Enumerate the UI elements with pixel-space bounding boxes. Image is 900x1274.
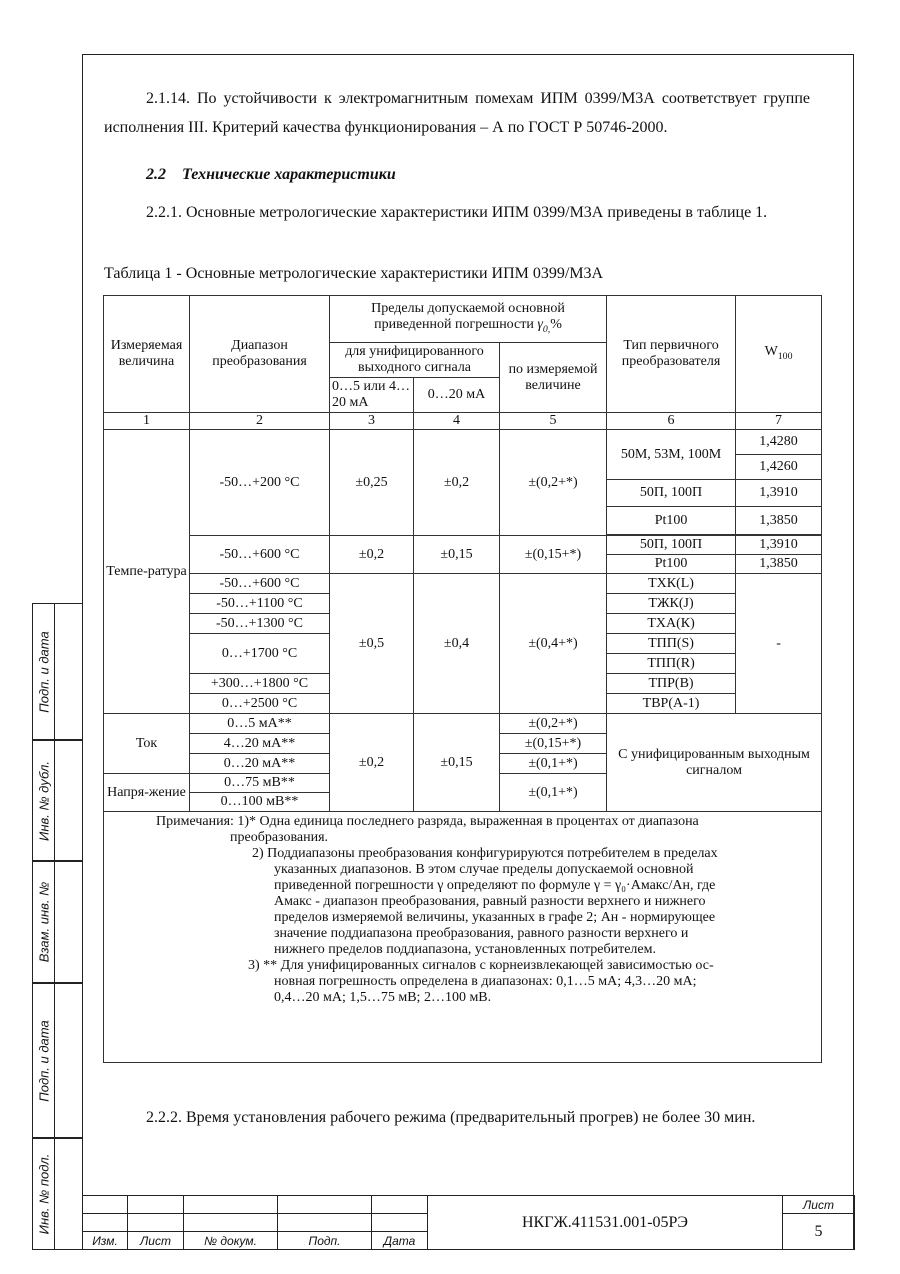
header-0-5: 0…5 или 4…20 мА <box>330 378 414 413</box>
quantity-temperature: Темпе-ратура <box>104 430 190 714</box>
metrology-table <box>103 295 822 1063</box>
side-cell-dup-inv <box>32 740 82 861</box>
header-quantity: Измеряемая величина <box>104 296 190 413</box>
sheet-label: Лист <box>783 1196 855 1214</box>
table-row: -50…+1100 °C ТЖК(J) <box>104 594 822 614</box>
quantity-current: Ток <box>104 714 190 774</box>
title-block <box>82 1195 855 1250</box>
stamp-col-sheet: Лист <box>128 1232 184 1250</box>
quantity-voltage: Напря-жение <box>104 774 190 812</box>
table-caption: Таблица 1 - Основные метрологические характеристики ИПМ 0399/М3А <box>104 265 604 282</box>
side-label: Инв. № подл. <box>36 1153 51 1235</box>
side-cell-sign-date-1 <box>32 603 82 740</box>
table-row: 0…100 мВ** <box>104 793 822 812</box>
stamp-col-doc: № докум. <box>184 1232 278 1250</box>
table-row: 0…20 мА** ±(0,1+*) <box>104 754 822 774</box>
table-row: 1,4260 <box>104 455 822 480</box>
stamp-col-sign: Подп. <box>278 1232 372 1250</box>
section-title: Технические характеристики <box>182 166 396 183</box>
header-range: Диапазон преобразования <box>190 296 330 413</box>
table-row: ТПП(R) <box>104 654 822 674</box>
section-number: 2.2 <box>146 166 166 183</box>
table-row: 4…20 мА** ±(0,15+*) <box>104 734 822 754</box>
header-unified: для унифицированного выходного сигнала <box>330 343 500 378</box>
sheet-number: 5 <box>783 1214 855 1250</box>
side-label: Взам. инв. № <box>36 881 51 963</box>
header-sensor-type: Тип первичного преобразователя <box>607 296 736 413</box>
paragraph-2-2-1: 2.2.1. Основные метрологические характеристики ИПМ 0399/М3А приведены в таблице 1. <box>146 204 768 221</box>
side-cell-sign-date-2 <box>32 983 82 1138</box>
table-notes: Примечания: 1)* Одна единица последнего разряда, выраженная в процентах от диапазона преобразования. 2) Поддиапазоны преобразования конфигурируются потребителем в пределах указанных диапазонов. В этом случае пределы допускаемой основной приведенной погрешности γ определяют по формуле γ = γ₀·Aмакс/Aн, где Aмакс - диапазон преобразования, равный разности верхнего и нижнего пределов измеряемой величины, указанных в графе 2; Aн - нормирующее значение поддиапазона преобразования, равного разности верхнего и нижнего пределов поддиапазона, установленных потребителем. 3) ** Для унифицированных сигналов с корнеизвлекающей зависимостью ос- новная погрешность определена в диапазонах: 0,1…5 мА; 4,3…20 мА; 0,4…20 мА; 1,5…75 мВ; 2…100 мВ. <box>104 812 822 1063</box>
table-row: 0…+2500 °C ТВР(А-1) <box>104 694 822 714</box>
column-numbers-row: 1 2 3 4 5 6 7 <box>104 413 822 430</box>
header-w100: $W_{100}$ <box>736 296 822 413</box>
table-row: -50…+1300 °C ТХА(К) <box>104 614 822 634</box>
header-by-measured: по измеряемой величине <box>500 343 607 413</box>
table-row: +300…+1800 °C ТПР(В) <box>104 674 822 694</box>
table-row: Ток 0…5 мА** ±0,2 ±0,15 ±(0,2+*) С унифицированным выходным сигналом <box>104 714 822 734</box>
table-row: 0…+1700 °C ТПП(S) <box>104 634 822 654</box>
document-code: НКГЖ.411531.001-05РЭ <box>428 1196 783 1250</box>
side-stamp <box>32 603 82 1250</box>
header-limits: Пределы допускаемой основной приведенной погрешности $\gamma_{0,}\%$ <box>330 296 607 343</box>
table-row: -50…+600 °C ±0,2 ±0,15 ±(0,15+*) 50П, 100П 1,3910 <box>104 536 822 555</box>
table-row: Темпе-ратура -50…+200 °C ±0,25 ±0,2 ±(0,2+*) 50М, 53М, 100М 1,4280 <box>104 430 822 455</box>
table-row: -50…+600 °C ±0,5 ±0,4 ±(0,4+*) ТХК(L) - <box>104 574 822 594</box>
table-row: Напря-жение 0…75 мВ** ±(0,1+*) <box>104 774 822 793</box>
side-cell-orig-inv <box>32 1138 82 1250</box>
side-label: Подп. и дата <box>36 630 51 713</box>
section-heading <box>146 166 396 184</box>
paragraph-2-2-2: 2.2.2. Время установления рабочего режима (предварительный прогрев) не более 30 мин. <box>146 1109 756 1126</box>
side-cell-replace-inv <box>32 861 82 983</box>
table-row: 50П, 100П 1,3910 <box>104 480 822 507</box>
header-0-20: 0…20 мА <box>414 378 500 413</box>
table-row: Pt100 1,3850 <box>104 555 822 574</box>
stamp-col-change: Изм. <box>83 1232 128 1250</box>
side-label: Подп. и дата <box>36 1019 51 1102</box>
side-label: Инв. № дубл. <box>36 760 51 841</box>
table-row: Pt100 1,3850 <box>104 507 822 535</box>
stamp-col-date: Дата <box>372 1232 428 1250</box>
paragraph-2-1-14: 2.1.14. По устойчивости к электромагнитным помехам ИПМ 0399/М3А соответствует группе исполнения III. Критерий качества функционирования – А по ГОСТ Р 50746-2000. <box>104 90 810 136</box>
notes-row <box>104 812 822 1063</box>
